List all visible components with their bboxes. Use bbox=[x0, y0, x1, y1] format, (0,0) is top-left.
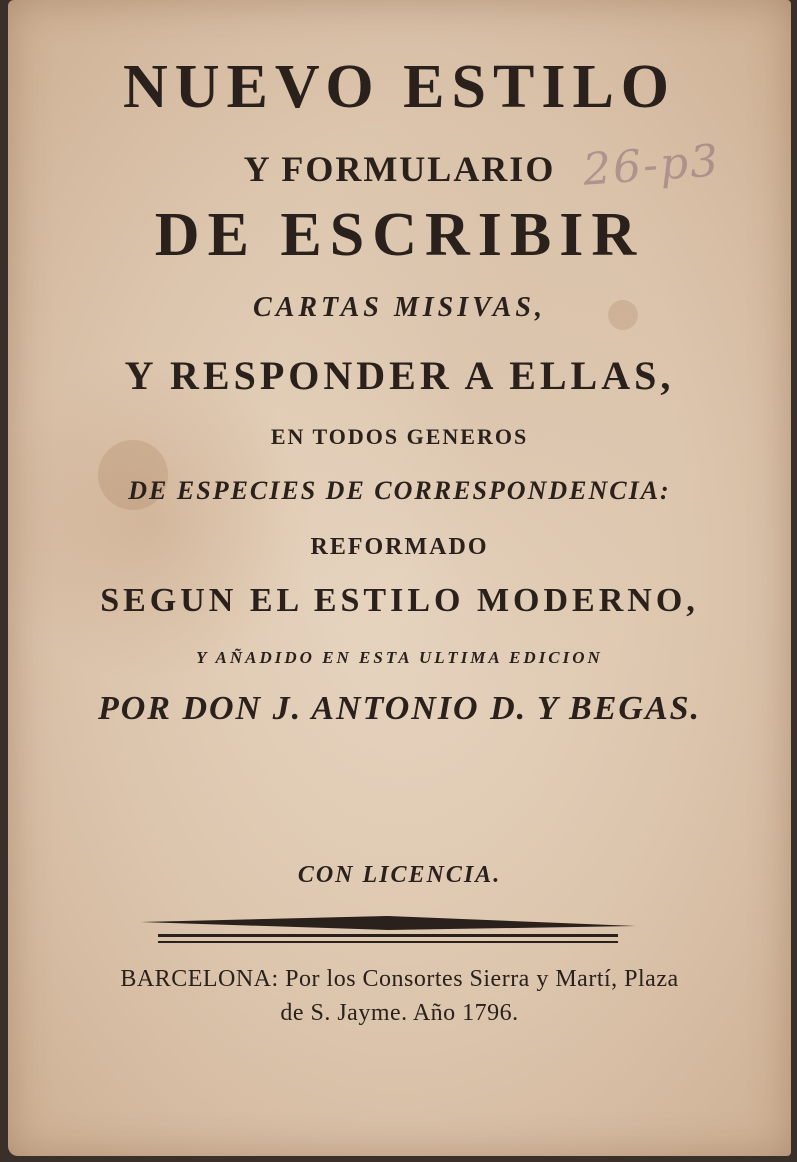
title-line-2: Y FORMULARIO bbox=[243, 149, 556, 189]
author-line: POR DON J. ANTONIO D. Y BEGAS. bbox=[97, 690, 702, 727]
title-line-10: Y AÑADIDO EN ESTA ULTIMA EDICION bbox=[196, 648, 603, 667]
title-page bbox=[8, 0, 791, 1156]
title-line-4: CARTAS MISIVAS, bbox=[253, 292, 546, 323]
printer-rule bbox=[138, 912, 638, 948]
title-line-1: NUEVO ESTILO bbox=[122, 53, 677, 121]
title-line-8: REFORMADO bbox=[310, 534, 489, 560]
title-line-9: SEGUN EL ESTILO MODERNO, bbox=[100, 582, 699, 619]
imprint-line-1: BARCELONA: Por los Consortes Sierra y Martí, Plaza bbox=[120, 966, 679, 992]
title-line-5: Y RESPONDER A ELLAS, bbox=[124, 353, 675, 398]
title-line-7: DE ESPECIES DE CORRESPONDENCIA: bbox=[128, 476, 671, 505]
pencil-annotation: 26-p3 bbox=[581, 135, 722, 196]
title-line-3: DE ESCRIBIR bbox=[154, 201, 645, 269]
title-line-6: EN TODOS GENEROS bbox=[270, 424, 529, 449]
licence-line: CON LICENCIA. bbox=[297, 862, 502, 888]
imprint-line-2: de S. Jayme. Año 1796. bbox=[280, 1000, 519, 1026]
